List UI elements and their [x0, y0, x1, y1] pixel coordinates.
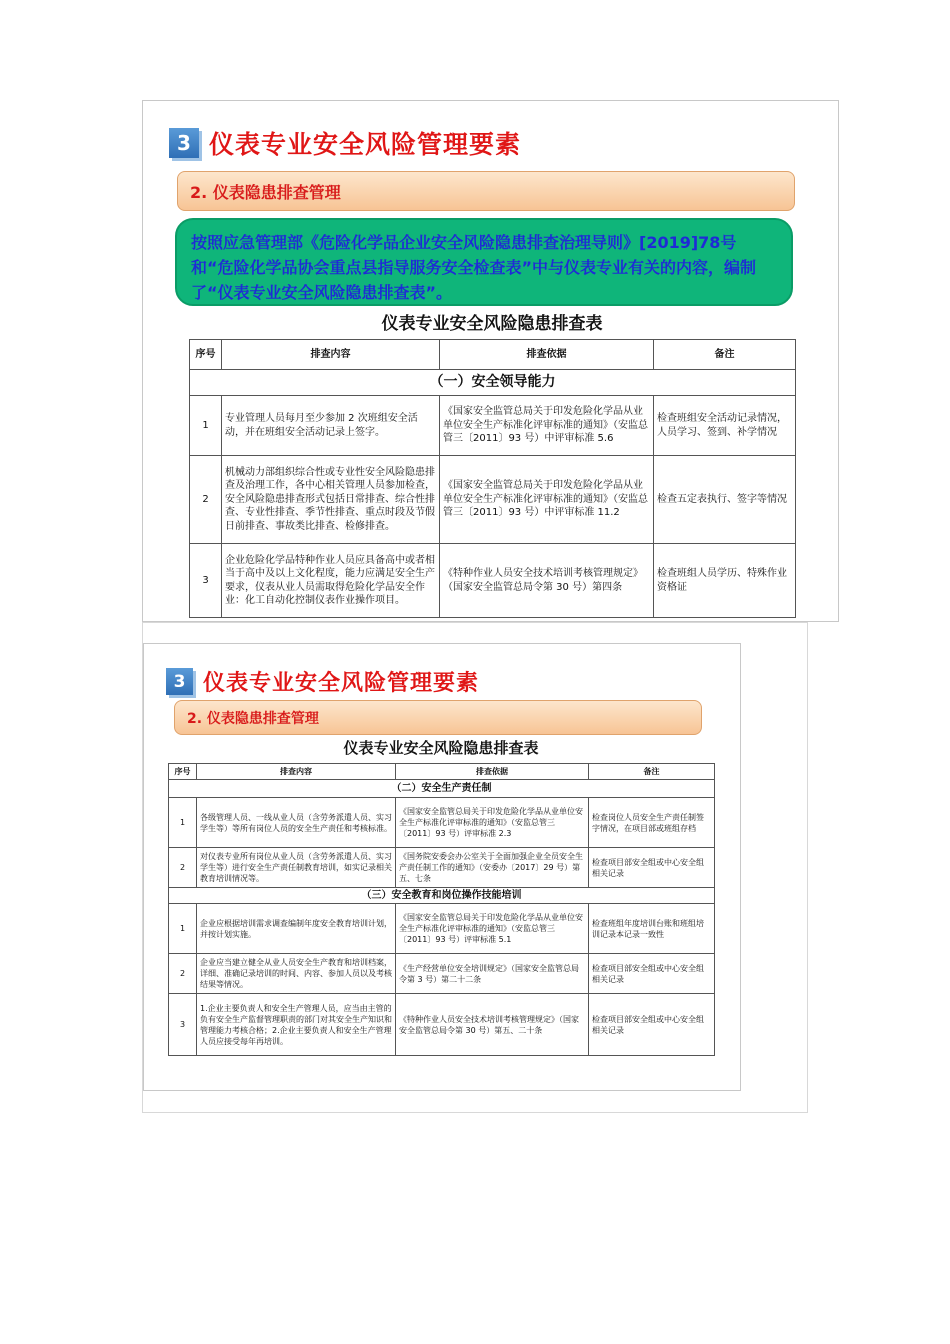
table-row [169, 798, 715, 848]
row-content: 各级管理人员、一线从业人员（含劳务派遣人员、实习学生等）等所有岗位人员的安全生产责任和考核标准。 [197, 798, 396, 848]
row-basis: 《国家安全监管总局关于印发危险化学品从业单位安全生产标准化评审标准的通知》（安监总管三〔2011〕93 号）评审标准 2.3 [396, 798, 589, 848]
table-header-row [169, 764, 715, 780]
section-row [190, 370, 796, 396]
slide-title: 仪表专业安全风险管理要素 [209, 130, 522, 159]
section-number-badge: 3 [166, 668, 193, 695]
slide-1-header [169, 125, 521, 161]
section-label: （三）安全教育和岗位操作技能培训 [169, 888, 715, 904]
row-note: 检查岗位人员安全生产责任制签字情况，在项目部或班组存档 [589, 798, 715, 848]
col-header-content: 排查内容 [197, 764, 396, 780]
row-basis: 《国务院安委会办公室关于全面加强企业全员安全生产责任制工作的通知》（安委办〔2017〕29 号）第五、七条 [396, 848, 589, 888]
table-row [169, 994, 715, 1056]
row-note: 检查班组人员学历、特殊作业资格证 [654, 544, 796, 618]
col-header-basis: 排查依据 [396, 764, 589, 780]
col-header-basis: 排查依据 [440, 340, 654, 370]
section-label: （二）安全生产责任制 [169, 780, 715, 798]
intro-text: 按照应急管理部《危险化学品企业安全风险隐患排查治理导则》[2019]78号和“危险化学品协会重点县指导服务安全检查表”中与仪表专业有关的内容，编制了“仪表专业安全风险隐患排查表”。 [191, 233, 757, 302]
slide-2-inner [143, 643, 741, 1091]
row-content: 机械动力部组织综合性或专业性安全风险隐患排查及治理工作，各中心相关管理人员参加检查，安全风险隐患排查形式包括日常排查、综合性排查、专业性排查、季节性排查、重点时段及节假日前排查、事故类比排查、检修排查。 [222, 456, 440, 544]
table-row [169, 954, 715, 994]
section-row [169, 888, 715, 904]
row-note: 检查班组安全活动记录情况，人员学习、签到、补学情况 [654, 396, 796, 456]
table-row [190, 456, 796, 544]
intro-box [175, 218, 793, 306]
table-row [169, 848, 715, 888]
row-note: 检查项目部安全组或中心安全组相关记录 [589, 954, 715, 994]
section-label: （一）安全领导能力 [190, 370, 796, 396]
row-index: 1 [169, 904, 197, 954]
section-row [169, 780, 715, 798]
slide-title: 仪表专业安全风险管理要素 [203, 671, 480, 696]
table-row [169, 904, 715, 954]
section-number-badge: 3 [169, 128, 199, 158]
table-title: 仪表专业安全风险隐患排查表 [381, 314, 603, 334]
row-index: 1 [169, 798, 197, 848]
row-content: 1.企业主要负责人和安全生产管理人员，应当由主管的负有安全生产监督管理职责的部门对其安全生产知识和管理能力考核合格；2.企业主要负责人和安全生产管理人员应接受每年再培训。 [197, 994, 396, 1056]
row-note: 检查班组年度培训台账和班组培训记录本记录一致性 [589, 904, 715, 954]
row-basis: 《国家安全监管总局关于印发危险化学品从业单位安全生产标准化评审标准的通知》（安监总管三〔2011〕93 号）中评审标准 11.2 [440, 456, 654, 544]
row-index: 2 [169, 954, 197, 994]
row-index: 2 [190, 456, 222, 544]
row-basis: 《国家安全监管总局关于印发危险化学品从业单位安全生产标准化评审标准的通知》（安监总管三〔2011〕93 号）评审标准 5.1 [396, 904, 589, 954]
table-header-row [190, 340, 796, 370]
hazard-check-table [168, 763, 715, 1056]
slide-2 [142, 622, 808, 1113]
table-title: 仪表专业安全风险隐患排查表 [343, 739, 539, 757]
col-header-note: 备注 [589, 764, 715, 780]
row-basis: 《特种作业人员安全技术培训考核管理规定》（国家安全监管总局令第 30 号）第四条 [440, 544, 654, 618]
hazard-check-table [189, 339, 796, 618]
row-index: 3 [169, 994, 197, 1056]
col-header-content: 排查内容 [222, 340, 440, 370]
row-basis: 《国家安全监管总局关于印发危险化学品从业单位安全生产标准化评审标准的通知》（安监总管三〔2011〕93 号）中评审标准 5.6 [440, 396, 654, 456]
slide-2-header [166, 666, 479, 697]
subtitle-bar [177, 171, 795, 211]
row-basis: 《特种作业人员安全技术培训考核管理规定》（国家安全监管总局令第 30 号）第五、二十条 [396, 994, 589, 1056]
col-header-index: 序号 [169, 764, 197, 780]
row-content: 企业危险化学品特种作业人员应具备高中或者相当于高中及以上文化程度，能力应满足安全生产要求，仪表从业人员需取得危险化学品安全作业：化工自动化控制仪表作业操作项目。 [222, 544, 440, 618]
row-note: 检查项目部安全组或中心安全组相关记录 [589, 848, 715, 888]
row-index: 1 [190, 396, 222, 456]
row-note: 检查五定表执行、签字等情况 [654, 456, 796, 544]
row-content: 企业应当建立健全从业人员安全生产教育和培训档案，详细、准确记录培训的时间、内容、参加人员以及考核结果等情况。 [197, 954, 396, 994]
table-row [190, 396, 796, 456]
row-content: 对仪表专业所有岗位从业人员（含劳务派遣人员、实习学生等）进行安全生产责任制教育培训，如实记录相关教育培训情况等。 [197, 848, 396, 888]
row-index: 2 [169, 848, 197, 888]
subtitle-text: 2. 仪表隐患排查管理 [187, 710, 319, 727]
row-content: 专业管理人员每月至少参加 2 次班组安全活动，并在班组安全活动记录上签字。 [222, 396, 440, 456]
subtitle-bar [174, 700, 702, 735]
row-basis: 《生产经营单位安全培训规定》（国家安全监管总局令第 3 号）第二十二条 [396, 954, 589, 994]
col-header-note: 备注 [654, 340, 796, 370]
subtitle-text: 2. 仪表隐患排查管理 [190, 182, 341, 202]
row-content: 企业应根据培训需求调查编制年度安全教育培训计划，并按计划实施。 [197, 904, 396, 954]
table-row [190, 544, 796, 618]
row-index: 3 [190, 544, 222, 618]
slide-1 [142, 100, 839, 622]
col-header-index: 序号 [190, 340, 222, 370]
row-note: 检查项目部安全组或中心安全组相关记录 [589, 994, 715, 1056]
